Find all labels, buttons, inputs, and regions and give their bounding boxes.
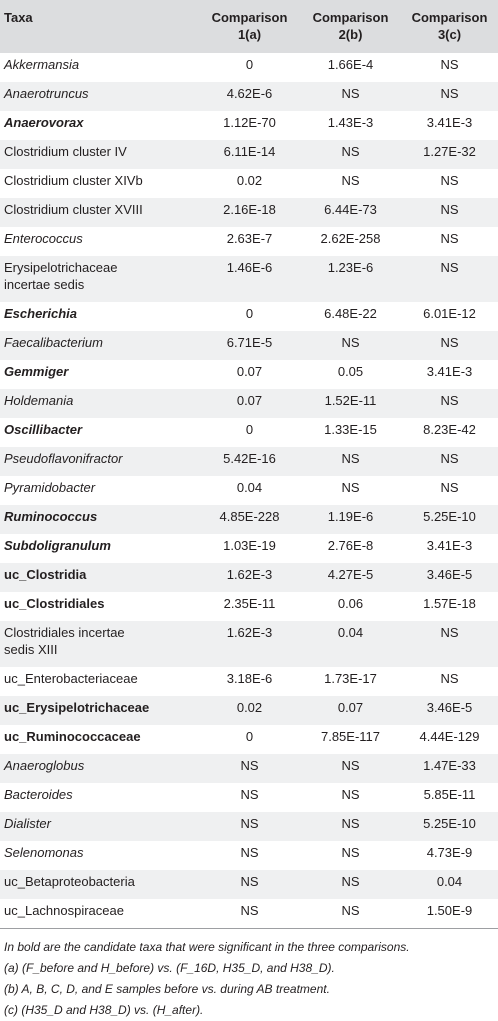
taxa-cell xyxy=(0,563,199,592)
table-row xyxy=(0,870,498,899)
table-footnotes xyxy=(0,928,498,1021)
comparison-2-value: NS xyxy=(341,451,360,466)
comparison-3-value: NS xyxy=(440,173,459,188)
taxa-cell xyxy=(0,418,199,447)
taxa-cell xyxy=(0,198,199,227)
taxa-cell xyxy=(0,534,199,563)
comparison-2-value: 2.76E-8 xyxy=(327,538,374,553)
comparison-2-value: 1.66E-4 xyxy=(327,57,374,72)
comparison-3-value: 3.46E-5 xyxy=(426,700,473,715)
comparison-1-value: 2.63E-7 xyxy=(226,231,273,246)
table-row xyxy=(0,418,498,447)
comparison-2-value: NS xyxy=(341,787,360,802)
comparison-1-value: 2.16E-18 xyxy=(223,202,276,217)
taxa-cell xyxy=(0,592,199,621)
taxa-name-line2: sedis XIII xyxy=(4,642,58,657)
comparison-3-value: NS xyxy=(440,57,459,72)
comparison-1-value: 4.62E-6 xyxy=(226,86,273,101)
comparison-2-value: 4.27E-5 xyxy=(327,567,374,582)
table-row xyxy=(0,725,498,754)
taxa-name: Clostridium cluster XVIII xyxy=(4,202,143,217)
table-header-row xyxy=(0,0,498,53)
taxa-cell xyxy=(0,111,199,140)
comparison-3-value: 3.46E-5 xyxy=(426,567,473,582)
footnote-c: (c) (H35_D and H38_D) vs. (H_after). xyxy=(4,1003,204,1017)
taxa-name: Anaeroglobus xyxy=(4,758,85,773)
comparison-1-value: 0.07 xyxy=(236,393,263,408)
taxa-name: Clostridium cluster XIVb xyxy=(4,173,143,188)
taxa-name: Gemmiger xyxy=(4,364,69,379)
taxa-cell xyxy=(0,140,199,169)
taxa-cell xyxy=(0,667,199,696)
comparison-1-value: NS xyxy=(240,816,259,831)
taxa-name-line1: Clostridiales incertae xyxy=(4,625,125,640)
taxa-name: uc_Ruminococcaceae xyxy=(4,729,141,744)
taxa-name: Pseudoflavonifractor xyxy=(4,451,123,466)
comparison-3-value: 5.25E-10 xyxy=(423,509,476,524)
comparison-1-value: 0 xyxy=(245,422,254,437)
taxa-cell xyxy=(0,621,199,667)
table-row xyxy=(0,169,498,198)
taxa-name: Anaerovorax xyxy=(4,115,84,130)
comparison-2-value: NS xyxy=(341,874,360,889)
table-row xyxy=(0,140,498,169)
taxa-name: Selenomonas xyxy=(4,845,84,860)
taxa-name: Akkermansia xyxy=(4,57,80,72)
comparison-1-value: 4.85E-228 xyxy=(219,509,280,524)
comparison-2-value: NS xyxy=(341,816,360,831)
taxa-cell xyxy=(0,53,199,82)
header-comparison-1-line2: 1(a) xyxy=(237,27,262,42)
taxa-name: uc_Betaproteobacteria xyxy=(4,874,135,889)
comparison-1-value: NS xyxy=(240,903,259,918)
comparison-1-value: 6.11E-14 xyxy=(223,144,276,159)
taxa-cell xyxy=(0,389,199,418)
comparison-3-value: NS xyxy=(440,451,459,466)
table-row xyxy=(0,592,498,621)
comparison-3-value: NS xyxy=(440,335,459,350)
taxa-cell xyxy=(0,476,199,505)
footnote-a: (a) (F_before and H_before) vs. (F_16D, H35_D, and H38_D). xyxy=(4,961,335,975)
comparison-2-value: 1.23E-6 xyxy=(327,260,374,275)
table-row xyxy=(0,696,498,725)
comparison-3-value: NS xyxy=(440,231,459,246)
header-comparison-3 xyxy=(401,0,498,53)
taxa-cell xyxy=(0,841,199,870)
comparison-3-value: NS xyxy=(440,393,459,408)
table-body xyxy=(0,53,498,928)
comparison-3-value: 1.50E-9 xyxy=(426,903,473,918)
comparison-2-value: 1.43E-3 xyxy=(327,115,374,130)
comparison-2-value: 1.19E-6 xyxy=(327,509,374,524)
comparison-1-value: 1.46E-6 xyxy=(226,260,273,275)
table-row xyxy=(0,256,498,302)
comparison-1-value: 0 xyxy=(245,306,254,321)
comparison-3-value: NS xyxy=(440,260,459,275)
table-row xyxy=(0,227,498,256)
comparison-1-value: 0.07 xyxy=(236,364,263,379)
comparison-1-value: 3.18E-6 xyxy=(226,671,273,686)
comparison-2-value: 6.48E-22 xyxy=(324,306,377,321)
comparison-3-value: 6.01E-12 xyxy=(423,306,476,321)
comparison-1-value: NS xyxy=(240,758,259,773)
table-row xyxy=(0,331,498,360)
comparison-1-value: 6.71E-5 xyxy=(226,335,273,350)
comparison-2-value: NS xyxy=(341,903,360,918)
comparison-3-value: 1.47E-33 xyxy=(423,758,476,773)
comparison-1-value: 0 xyxy=(245,57,254,72)
taxa-cell xyxy=(0,227,199,256)
comparison-2-value: 6.44E-73 xyxy=(324,202,377,217)
table-row xyxy=(0,754,498,783)
comparison-1-value: 1.12E-70 xyxy=(223,115,276,130)
table-row xyxy=(0,389,498,418)
table-row xyxy=(0,783,498,812)
header-comparison-1-line1: Comparison xyxy=(211,10,288,25)
taxa-name: Faecalibacterium xyxy=(4,335,103,350)
taxa-name: uc_Lachnospiraceae xyxy=(4,903,124,918)
comparison-2-value: NS xyxy=(341,335,360,350)
taxa-name: Holdemania xyxy=(4,393,74,408)
taxa-name: uc_Enterobacteriaceae xyxy=(4,671,138,686)
taxa-name: uc_Clostridia xyxy=(4,567,87,582)
comparison-3-value: 8.23E-42 xyxy=(423,422,476,437)
comparison-3-value: 4.44E-129 xyxy=(419,729,480,744)
table-row xyxy=(0,841,498,870)
comparison-2-value: 0.05 xyxy=(337,364,364,379)
taxa-name: Pyramidobacter xyxy=(4,480,96,495)
header-comparison-3-line2: 3(c) xyxy=(437,27,462,42)
header-comparison-2-line1: Comparison xyxy=(312,10,389,25)
comparison-1-value: 1.03E-19 xyxy=(223,538,276,553)
comparison-2-value: NS xyxy=(341,758,360,773)
taxa-cell xyxy=(0,696,199,725)
comparison-3-value: NS xyxy=(440,480,459,495)
taxa-cell xyxy=(0,360,199,389)
footnote-bold-note: In bold are the candidate taxa that were significant in the three comparisons. xyxy=(4,940,410,954)
taxa-name: Bacteroides xyxy=(4,787,73,802)
taxa-cell xyxy=(0,505,199,534)
table-row xyxy=(0,505,498,534)
taxa-name: Enterococcus xyxy=(4,231,83,246)
taxa-name: uc_Clostridiales xyxy=(4,596,105,611)
taxa-cell xyxy=(0,256,199,302)
comparison-3-value: NS xyxy=(440,625,459,640)
comparison-2-value: 1.33E-15 xyxy=(324,422,377,437)
comparison-2-value: 1.52E-11 xyxy=(324,393,377,408)
taxa-cell xyxy=(0,812,199,841)
comparison-2-value: 0.06 xyxy=(337,596,364,611)
table-row xyxy=(0,447,498,476)
comparison-2-value: 0.04 xyxy=(337,625,364,640)
table-row xyxy=(0,563,498,592)
comparison-1-value: 1.62E-3 xyxy=(226,625,273,640)
taxa-name: Subdoligranulum xyxy=(4,538,111,553)
comparison-2-value: NS xyxy=(341,173,360,188)
taxa-name: Dialister xyxy=(4,816,51,831)
table-row xyxy=(0,198,498,227)
comparison-1-value: 2.35E-11 xyxy=(223,596,276,611)
header-comparison-2 xyxy=(300,0,401,53)
taxa-name: Oscillibacter xyxy=(4,422,83,437)
comparison-2-value: NS xyxy=(341,480,360,495)
comparison-1-value: 0 xyxy=(245,729,254,744)
taxa-name-line2: incertae sedis xyxy=(4,277,85,292)
footnote-b: (b) A, B, C, D, and E samples before vs. during AB treatment. xyxy=(4,982,330,996)
table-row xyxy=(0,899,498,928)
comparison-3-value: NS xyxy=(440,671,459,686)
taxa-name-line1: Erysipelotrichaceae xyxy=(4,260,118,275)
comparison-1-value: 1.62E-3 xyxy=(226,567,273,582)
taxa-cell xyxy=(0,169,199,198)
comparison-3-value: 0.04 xyxy=(436,874,463,889)
taxa-cell xyxy=(0,870,199,899)
table-row xyxy=(0,82,498,111)
comparison-1-value: 0.02 xyxy=(236,173,263,188)
taxa-cell xyxy=(0,331,199,360)
taxa-name: Anaerotruncus xyxy=(4,86,89,101)
comparison-1-value: 5.42E-16 xyxy=(223,451,276,466)
comparison-3-value: 1.57E-18 xyxy=(423,596,476,611)
header-comparison-1 xyxy=(199,0,300,53)
table-row xyxy=(0,534,498,563)
header-comparison-2-line2: 2(b) xyxy=(338,27,363,42)
taxa-cell xyxy=(0,82,199,111)
comparison-3-value: 1.27E-32 xyxy=(423,144,476,159)
header-comparison-3-line1: Comparison xyxy=(411,10,488,25)
comparison-3-value: 3.41E-3 xyxy=(426,364,473,379)
taxa-cell xyxy=(0,725,199,754)
comparison-1-value: NS xyxy=(240,845,259,860)
comparison-2-value: 0.07 xyxy=(337,700,364,715)
taxa-name: uc_Erysipelotrichaceae xyxy=(4,700,150,715)
taxa-name: Escherichia xyxy=(4,306,77,321)
comparison-1-value: NS xyxy=(240,874,259,889)
comparison-3-value: 5.25E-10 xyxy=(423,816,476,831)
taxa-name: Clostridium cluster IV xyxy=(4,144,127,159)
comparison-2-value: NS xyxy=(341,845,360,860)
taxa-cell xyxy=(0,783,199,812)
comparison-2-value: 7.85E-117 xyxy=(320,729,381,744)
comparison-3-value: 5.85E-11 xyxy=(423,787,476,802)
table-row xyxy=(0,667,498,696)
comparison-3-value: 3.41E-3 xyxy=(426,538,473,553)
comparison-1-value: 0.04 xyxy=(236,480,263,495)
comparison-1-value: NS xyxy=(240,787,259,802)
comparison-3-value: NS xyxy=(440,86,459,101)
comparison-3-value: 3.41E-3 xyxy=(426,115,473,130)
comparison-3-value: 4.73E-9 xyxy=(426,845,473,860)
comparison-2-value: 2.62E-258 xyxy=(320,231,381,246)
header-taxa: Taxa xyxy=(4,10,33,25)
comparison-1-value: 0.02 xyxy=(236,700,263,715)
taxa-cell xyxy=(0,447,199,476)
taxa-cell xyxy=(0,899,199,928)
taxa-cell xyxy=(0,302,199,331)
table-row xyxy=(0,476,498,505)
table-row xyxy=(0,812,498,841)
comparison-2-value: NS xyxy=(341,144,360,159)
table-row xyxy=(0,302,498,331)
table-row xyxy=(0,360,498,389)
table-row xyxy=(0,621,498,667)
taxa-name: Ruminococcus xyxy=(4,509,98,524)
comparison-3-value: NS xyxy=(440,202,459,217)
comparison-2-value: 1.73E-17 xyxy=(324,671,377,686)
taxa-cell xyxy=(0,754,199,783)
table-row xyxy=(0,53,498,82)
comparison-2-value: NS xyxy=(341,86,360,101)
table-row xyxy=(0,111,498,140)
